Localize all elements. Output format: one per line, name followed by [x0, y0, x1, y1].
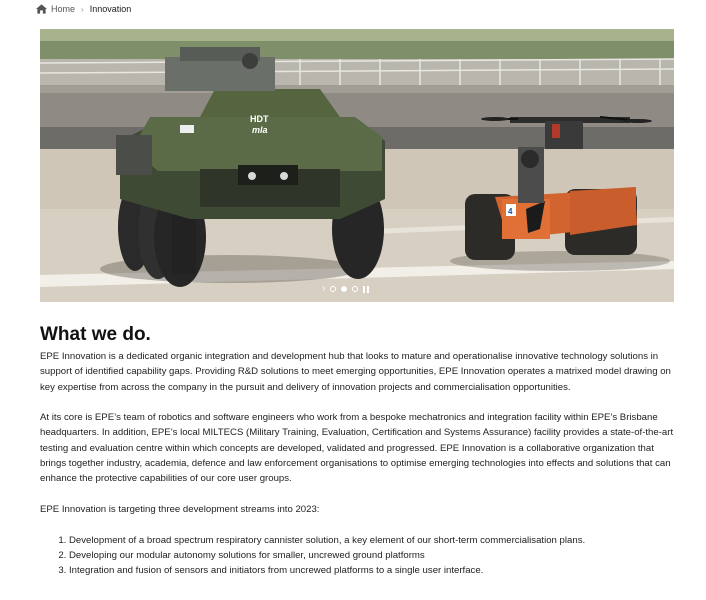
breadcrumb-current: Innovation: [89, 4, 132, 14]
carousel-prev-icon[interactable]: ›: [692, 66, 696, 78]
paragraph-streams-intro: EPE Innovation is targeting three development streams into 2023:: [40, 503, 320, 515]
breadcrumb-separator: ›: [81, 4, 84, 14]
hero-robot-number: 4: [508, 207, 513, 216]
carousel-controls: [322, 284, 369, 294]
list-item: 3. Integration and fusion of sensors and initiators from uncrewed platforms to a single user interface.: [69, 563, 680, 578]
development-streams-list: [40, 533, 680, 579]
carousel-pause-icon[interactable]: [363, 286, 369, 293]
carousel-dot-2[interactable]: [341, 286, 347, 292]
carousel-next-icon[interactable]: ›: [322, 283, 326, 294]
hero-logo-subtext: mla: [252, 125, 268, 135]
paragraph-core: At its core is EPE’s team of robotics and software engineers who work from a bespoke mechatronics and integration facility within EPE’s Brisbane headquarters. In addition, EPE’s local MILTECS (Military Training, Evaluation, Certification and Systems Assurance) facility provides a state-of-the-art testing and evaluation centre within which concepts are developed, validated and progressed. EPE Innovation is a collaborative organization that brings together industry, academia, defence and law enforcement organisations to optimise emerging technologies into effects and solutions that can enhance the protective capabilities of our core user groups.: [40, 412, 674, 485]
list-item: 1. Development of a broad spectrum respiratory cannister solution, a key element of our short-term commercialisation plans.: [69, 533, 680, 548]
section-heading: What we do.: [40, 324, 151, 345]
hero-image: [40, 29, 674, 302]
breadcrumb: [36, 2, 131, 16]
hero-logo-text: HDT: [250, 114, 269, 124]
hero-carousel[interactable]: [40, 29, 696, 302]
carousel-dot-1[interactable]: [330, 286, 336, 292]
home-icon[interactable]: [36, 4, 47, 14]
paragraph-intro: EPE Innovation is a dedicated organic integration and development hub that looks to mature and operationalise innovative technology solutions in support of identified capability gaps. Providing R&D solutions to meet emerging opportunities, EPE Innovation operates a matrixed model drawing on key expertise from across the company in the pursuit and delivery of innovation projects and commercialisation opportunities.: [40, 351, 671, 393]
content-body: [40, 349, 680, 578]
list-item: 2. Developing our modular autonomy solutions for smaller, uncrewed ground platforms: [69, 548, 680, 563]
carousel-dot-3[interactable]: [352, 286, 358, 292]
breadcrumb-home-link[interactable]: Home: [51, 4, 76, 14]
